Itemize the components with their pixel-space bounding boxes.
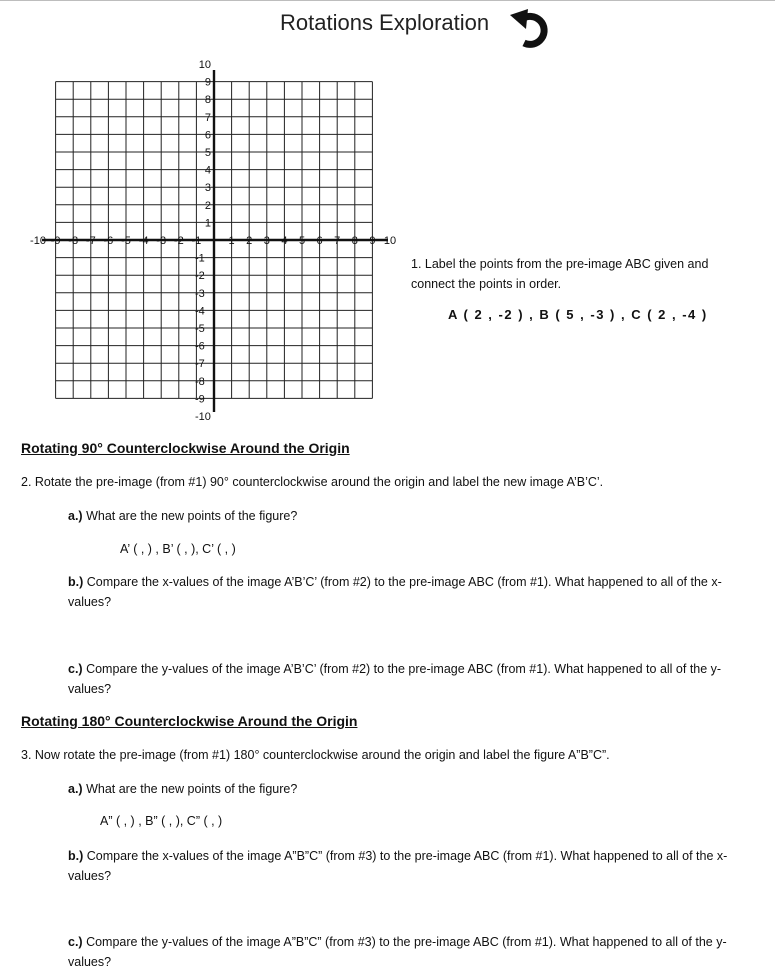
x-tick-label: 5 — [298, 235, 306, 247]
x-tick-label: 6 — [316, 235, 323, 247]
x-tick-label: -7 — [85, 235, 96, 247]
page-title: Rotations Exploration — [280, 10, 490, 35]
y-tick-label: -5 — [195, 323, 205, 335]
y-tick-label: -6 — [195, 340, 205, 353]
x-tick-label: -2 — [173, 235, 184, 247]
question-2b-text: Compare the x-values of the image A’B’C’ (from #2) to the pre-image ABC (from #1). What happened to all of the x-values? — [68, 575, 722, 609]
x-tick-label: -1 — [191, 235, 202, 247]
x-tick-label: -6 — [103, 235, 114, 247]
question-3a-text: What are the new points of the figure? — [82, 782, 298, 796]
x-tick-label: -5 — [121, 235, 131, 247]
y-tick-label: 1 — [204, 217, 211, 230]
section-180-heading: Rotating 180° Counterclockwise Around the Origin — [21, 713, 358, 729]
question-2a-text: What are the new points of the figure? — [82, 509, 298, 523]
y-tick-label: -8 — [195, 375, 205, 388]
x-tick-label: 7 — [334, 235, 341, 247]
y-tick-label: 4 — [204, 164, 211, 177]
question-3c — [68, 932, 753, 972]
coordinate-grid — [0, 40, 420, 425]
y-tick-label: 5 — [204, 147, 211, 159]
question-3-text: 3. Now rotate the pre-image (from #1) 180° counterclockwise around the origin and label the figure A”B”C”. — [21, 748, 610, 762]
x-tick-label: 2 — [246, 235, 253, 247]
x-tick-label: -3 — [156, 235, 167, 247]
question-3a-answer-blanks: A” ( , ) , B” ( , ), C” ( , ) — [100, 814, 223, 828]
question-2b — [68, 572, 753, 612]
x-tick-label: 8 — [351, 235, 358, 247]
question-3a — [68, 779, 748, 799]
x-tick-label: 3 — [263, 235, 270, 247]
y-tick-label: -7 — [195, 358, 205, 371]
x-tick-label: -10 — [30, 235, 46, 247]
y-tick-label: -10 — [195, 411, 211, 423]
y-tick-label: 3 — [204, 182, 211, 195]
pre-image-points: A ( 2 , -2 ) , B ( 5 , -3 ) , C ( 2 , -4 ) — [448, 307, 708, 322]
question-3b — [68, 846, 753, 886]
y-tick-label: 7 — [204, 111, 211, 124]
x-tick-label: 10 — [383, 235, 397, 247]
y-tick-label: -1 — [195, 252, 205, 265]
x-tick-label: 1 — [228, 235, 235, 247]
question-3b-text: Compare the x-values of the image A”B”C” (from #3) to the pre-image ABC (from #1). What happened to all of the x-values? — [68, 849, 728, 883]
x-tick-label: 9 — [369, 235, 376, 247]
x-tick-label: -4 — [138, 235, 149, 247]
x-tick-label: -8 — [68, 235, 79, 247]
question-2a-label: a.) — [68, 509, 83, 523]
y-tick-label: 2 — [204, 199, 211, 212]
x-tick-label: -9 — [50, 235, 61, 247]
question-2b-label: b.) — [68, 575, 84, 589]
question-2c-text: Compare the y-values of the image A’B’C’ (from #2) to the pre-image ABC (from #1). What happened to all of the y-values? — [68, 662, 722, 696]
y-tick-label: -9 — [195, 393, 205, 406]
y-tick-label: 8 — [204, 94, 211, 107]
question-3b-label: b.) — [68, 849, 84, 863]
y-tick-label: 6 — [204, 129, 211, 142]
y-tick-label: -4 — [195, 305, 205, 318]
question-2a — [68, 506, 748, 526]
question-2c-label: c.) — [68, 662, 83, 676]
y-tick-label: 10 — [198, 59, 211, 71]
question-2a-answer-blanks: A’ ( , ) , B’ ( , ), C’ ( , ) — [120, 542, 236, 556]
question-3c-text: Compare the y-values of the image A”B”C” (from #3) to the pre-image ABC (from #1). What happened to all of the y-values? — [68, 935, 727, 969]
y-tick-label: -3 — [195, 287, 205, 300]
question-1-text: 1. Label the points from the pre-image ABC given and connect the points in order. — [411, 257, 709, 291]
x-tick-label: 4 — [281, 235, 288, 247]
question-3a-label: a.) — [68, 782, 83, 796]
counterclockwise-arrow-icon — [508, 5, 554, 49]
section-90-heading: Rotating 90° Counterclockwise Around the Origin — [21, 440, 350, 456]
y-tick-label: 9 — [204, 76, 211, 89]
y-tick-label: -2 — [195, 270, 205, 283]
question-2-text: 2. Rotate the pre-image (from #1) 90° counterclockwise around the origin and label the new image A’B’C’. — [21, 475, 604, 489]
page-top-border — [0, 0, 775, 1]
question-3c-label: c.) — [68, 935, 83, 949]
question-2c — [68, 659, 753, 699]
